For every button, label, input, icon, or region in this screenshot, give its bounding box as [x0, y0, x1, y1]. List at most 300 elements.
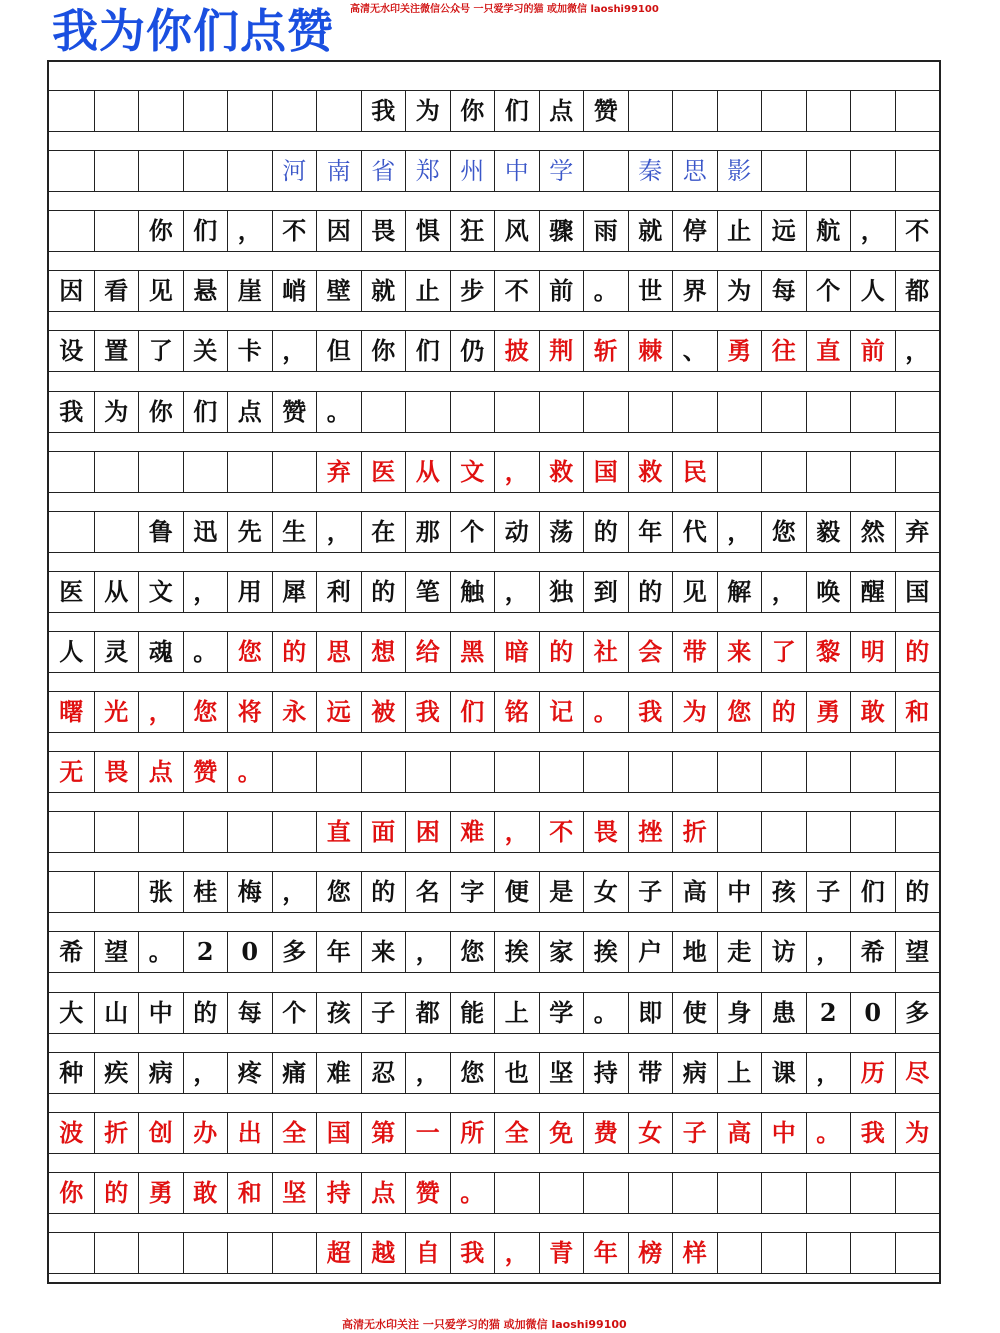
grid-cell: 女 [628, 1113, 673, 1153]
grid-cell [895, 452, 940, 492]
grid-cell: 赞 [272, 392, 317, 432]
grid-cell [450, 392, 495, 432]
grid-cell: ， [405, 932, 450, 972]
grid-cell: 唤 [806, 572, 851, 612]
grid-cell: 带 [672, 632, 717, 672]
grid-cell: 医 [59, 576, 84, 606]
grid-cell [717, 452, 762, 492]
grid-cell: 我 [59, 396, 84, 426]
grid-cell [895, 1173, 940, 1213]
grid-cell: 孩 [761, 872, 806, 912]
grid-cell [494, 752, 539, 792]
grid-cell: 患 [761, 993, 806, 1033]
grid-cell [761, 1233, 806, 1273]
grid-row [49, 270, 939, 312]
grid-cell: 能 [450, 993, 495, 1033]
grid-cell: 每 [227, 993, 272, 1033]
grid-cell: 中 [138, 993, 183, 1033]
grid-cell: ， [494, 812, 539, 852]
grid-cell [806, 91, 851, 131]
grid-cell: 学 [539, 151, 584, 191]
grid-cell: 孩 [316, 993, 361, 1033]
grid-cell: ， [183, 1053, 228, 1093]
grid-cell: 为 [717, 271, 762, 311]
grid-cell [717, 91, 762, 131]
grid-cell: 是 [539, 872, 584, 912]
grid-cell [405, 392, 450, 432]
grid-cell: 弃 [895, 512, 940, 552]
grid-cell [895, 812, 940, 852]
grid-cell: 挫 [628, 812, 673, 852]
grid-cell: ， [272, 331, 317, 371]
grid-cell: 您 [717, 692, 762, 732]
grid-cell: 们 [405, 331, 450, 371]
grid-cell [761, 91, 806, 131]
grid-cell: 思 [316, 632, 361, 672]
grid-cell: 年 [628, 512, 673, 552]
grid-cell: ， [717, 512, 762, 552]
grid-cell: 费 [583, 1113, 628, 1153]
grid-cell: 。 [183, 632, 228, 672]
grid-cell: 的 [361, 872, 406, 912]
grid-cell: 从 [405, 452, 450, 492]
grid-row [49, 691, 939, 733]
grid-cell: 斩 [583, 331, 628, 371]
grid-cell: 带 [628, 1053, 673, 1093]
grid-cell [583, 151, 628, 191]
grid-cell: 0 [850, 993, 895, 1033]
grid-cell: 人 [850, 271, 895, 311]
grid-cell: 的 [895, 632, 940, 672]
grid-cell: 见 [138, 271, 183, 311]
grid-cell [806, 151, 851, 191]
grid-cell [628, 1173, 673, 1213]
grid-cell [895, 151, 940, 191]
grid-cell: 的 [539, 632, 584, 672]
grid-cell: 因 [316, 211, 361, 251]
grid-cell: 的 [628, 572, 673, 612]
grid-cell: 个 [450, 512, 495, 552]
grid-row [49, 330, 939, 372]
grid-cell: 了 [138, 331, 183, 371]
grid-cell: 青 [539, 1233, 584, 1273]
grid-cell: 。 [806, 1113, 851, 1153]
grid-cell: ， [405, 1053, 450, 1093]
grid-row [49, 751, 939, 793]
grid-cell: 望 [94, 932, 139, 972]
grid-cell [94, 452, 139, 492]
grid-cell [49, 1233, 94, 1273]
grid-cell: 我 [450, 1233, 495, 1273]
grid-cell: 犀 [272, 572, 317, 612]
grid-cell: 种 [59, 1057, 84, 1087]
grid-cell [183, 151, 228, 191]
grid-cell: 波 [59, 1117, 84, 1147]
grid-cell: 远 [316, 692, 361, 732]
grid-cell: 自 [405, 1233, 450, 1273]
grid-cell: 户 [628, 932, 673, 972]
grid-cell [672, 392, 717, 432]
grid-cell: 不 [539, 812, 584, 852]
grid-cell [227, 91, 272, 131]
grid-cell: 直 [316, 812, 361, 852]
grid-cell: 中 [761, 1113, 806, 1153]
grid-cell: 崖 [227, 271, 272, 311]
grid-cell [183, 1233, 228, 1273]
grid-cell: 上 [494, 993, 539, 1033]
grid-cell: 悬 [183, 271, 228, 311]
grid-cell: 持 [316, 1173, 361, 1213]
grid-cell: 痛 [272, 1053, 317, 1093]
grid-cell: 勇 [138, 1173, 183, 1213]
grid-cell: 中 [717, 872, 762, 912]
grid-cell: 社 [583, 632, 628, 672]
grid-cell: 、 [672, 331, 717, 371]
grid-cell [94, 151, 139, 191]
grid-cell: 子 [361, 993, 406, 1033]
grid-cell: 畏 [94, 752, 139, 792]
grid-cell: 子 [628, 872, 673, 912]
grid-cell: 止 [717, 211, 762, 251]
grid-cell [806, 1233, 851, 1273]
grid-cell: 你 [361, 331, 406, 371]
grid-cell [138, 1233, 183, 1273]
grid-cell: 张 [138, 872, 183, 912]
grid-cell [850, 1173, 895, 1213]
grid-cell: 一 [405, 1113, 450, 1153]
grid-cell: 面 [361, 812, 406, 852]
grid-cell: 来 [361, 932, 406, 972]
grid-cell: 身 [717, 993, 762, 1033]
grid-cell: 到 [583, 572, 628, 612]
grid-cell: ， [850, 211, 895, 251]
grid-cell: 来 [717, 632, 762, 672]
grid-cell: 你 [138, 392, 183, 432]
grid-cell: 见 [672, 572, 717, 612]
grid-cell: 思 [672, 151, 717, 191]
grid-cell: 为 [94, 392, 139, 432]
grid-cell: 前 [850, 331, 895, 371]
grid-cell: 用 [227, 572, 272, 612]
grid-cell: 中 [494, 151, 539, 191]
grid-cell: 前 [539, 271, 584, 311]
grid-cell: ， [183, 572, 228, 612]
grid-cell: 曙 [59, 697, 84, 726]
grid-cell: 高 [672, 872, 717, 912]
grid-cell: 便 [494, 872, 539, 912]
grid-cell [628, 91, 673, 131]
grid-cell [717, 752, 762, 792]
grid-cell: 地 [672, 932, 717, 972]
grid-cell: 远 [761, 211, 806, 251]
grid-cell: 字 [450, 872, 495, 912]
grid-cell: 荆 [539, 331, 584, 371]
grid-cell [806, 812, 851, 852]
grid-cell: 出 [227, 1113, 272, 1153]
grid-cell: 所 [450, 1113, 495, 1153]
grid-cell: 想 [361, 632, 406, 672]
grid-row [49, 1172, 939, 1214]
grid-cell [850, 151, 895, 191]
grid-cell: 。 [583, 692, 628, 732]
grid-cell: 希 [59, 937, 84, 967]
grid-cell [183, 812, 228, 852]
grid-cell: ， [895, 331, 940, 371]
grid-cell [806, 452, 851, 492]
grid-cell: 。 [450, 1173, 495, 1213]
grid-cell: 影 [717, 151, 762, 191]
grid-cell: 弃 [316, 452, 361, 492]
grid-cell: 棘 [628, 331, 673, 371]
grid-cell: 文 [138, 572, 183, 612]
grid-cell: ， [494, 572, 539, 612]
grid-cell [895, 91, 940, 131]
grid-cell: 黎 [806, 632, 851, 672]
grid-cell: 高 [717, 1113, 762, 1153]
grid-cell: 然 [850, 512, 895, 552]
grid-cell [49, 91, 94, 131]
grid-cell: 从 [94, 572, 139, 612]
grid-cell: 创 [138, 1113, 183, 1153]
grid-cell: 女 [583, 872, 628, 912]
grid-row [49, 511, 939, 553]
grid-cell [494, 392, 539, 432]
grid-cell [761, 452, 806, 492]
grid-cell: 了 [761, 632, 806, 672]
grid-cell [316, 91, 361, 131]
grid-cell: 个 [806, 271, 851, 311]
grid-cell: 多 [895, 993, 940, 1033]
grid-cell [183, 91, 228, 131]
grid-cell: 解 [717, 572, 762, 612]
grid-cell: 访 [761, 932, 806, 972]
grid-cell: 希 [850, 932, 895, 972]
grid-cell: 的 [583, 512, 628, 552]
grid-cell: 壁 [316, 271, 361, 311]
grid-cell: 您 [316, 872, 361, 912]
grid-cell [49, 812, 94, 852]
grid-cell [761, 752, 806, 792]
grid-cell: 我 [361, 91, 406, 131]
grid-cell [227, 812, 272, 852]
grid-cell [761, 1173, 806, 1213]
grid-cell: 独 [539, 572, 584, 612]
grid-cell: 课 [761, 1053, 806, 1093]
grid-cell: 河 [272, 151, 317, 191]
grid-cell: 挨 [494, 932, 539, 972]
grid-cell [628, 752, 673, 792]
grid-cell [717, 1173, 762, 1213]
grid-cell [895, 752, 940, 792]
grid-cell: 直 [806, 331, 851, 371]
grid-cell: 为 [672, 692, 717, 732]
grid-cell: 无 [59, 757, 84, 787]
grid-cell [672, 91, 717, 131]
grid-cell: 醒 [850, 572, 895, 612]
grid-cell [272, 452, 317, 492]
grid-cell: 你 [59, 1177, 84, 1207]
grid-cell: 上 [717, 1053, 762, 1093]
grid-cell: 省 [361, 151, 406, 191]
grid-cell: 暗 [494, 632, 539, 672]
grid-cell: 毅 [806, 512, 851, 552]
grid-cell: 人 [59, 636, 84, 666]
grid-cell: ， [316, 512, 361, 552]
grid-cell: 就 [361, 271, 406, 311]
grid-cell [583, 752, 628, 792]
grid-cell [850, 1233, 895, 1273]
grid-cell: 。 [138, 932, 183, 972]
grid-cell: 的 [272, 632, 317, 672]
grid-cell: 免 [539, 1113, 584, 1153]
grid-cell: 2 [806, 993, 851, 1033]
grid-cell: 记 [539, 692, 584, 732]
grid-cell [628, 392, 673, 432]
grid-cell: 第 [361, 1113, 406, 1153]
grid-cell [49, 872, 94, 912]
grid-cell: 们 [450, 692, 495, 732]
grid-cell: 国 [583, 452, 628, 492]
grid-cell: 们 [183, 392, 228, 432]
grid-cell: 您 [761, 512, 806, 552]
grid-cell: 大 [59, 997, 84, 1027]
grid-cell: 救 [628, 452, 673, 492]
grid-cell: 国 [895, 572, 940, 612]
grid-cell [361, 752, 406, 792]
grid-cell: 那 [405, 512, 450, 552]
grid-cell: 给 [405, 632, 450, 672]
grid-cell: 个 [272, 993, 317, 1033]
grid-cell [138, 452, 183, 492]
grid-row [49, 1052, 939, 1094]
grid-cell: 点 [138, 752, 183, 792]
grid-cell [94, 512, 139, 552]
grid-cell [761, 812, 806, 852]
grid-cell: 利 [316, 572, 361, 612]
grid-cell: 疼 [227, 1053, 272, 1093]
grid-cell: 您 [183, 692, 228, 732]
grid-cell: 名 [405, 872, 450, 912]
grid-cell: 笔 [405, 572, 450, 612]
grid-cell [850, 752, 895, 792]
grid-cell: 仍 [450, 331, 495, 371]
grid-cell: 年 [316, 932, 361, 972]
grid-cell: 世 [628, 271, 673, 311]
grid-cell: 看 [94, 271, 139, 311]
grid-cell [672, 752, 717, 792]
grid-cell: 因 [59, 276, 84, 306]
grid-cell: 疾 [94, 1053, 139, 1093]
grid-cell: 样 [672, 1233, 717, 1273]
grid-cell: 们 [183, 211, 228, 251]
grid-cell [49, 211, 94, 251]
grid-cell: 点 [227, 392, 272, 432]
grid-cell: 不 [895, 211, 940, 251]
grid-cell [227, 452, 272, 492]
grid-cell: 为 [405, 91, 450, 131]
grid-cell: 触 [450, 572, 495, 612]
grid-cell: 2 [183, 932, 228, 972]
grid-cell: 和 [227, 1173, 272, 1213]
grid-cell: 挨 [583, 932, 628, 972]
grid-cell: 学 [539, 993, 584, 1033]
grid-cell: 每 [761, 271, 806, 311]
grid-cell: 赞 [405, 1173, 450, 1213]
grid-cell: 敢 [850, 692, 895, 732]
grid-cell [94, 1233, 139, 1273]
grid-cell: 走 [717, 932, 762, 972]
grid-cell: 您 [450, 1053, 495, 1093]
grid-cell: 雨 [583, 211, 628, 251]
grid-cell [405, 752, 450, 792]
grid-cell: 步 [450, 271, 495, 311]
grid-cell: 不 [272, 211, 317, 251]
grid-cell: 难 [316, 1053, 361, 1093]
grid-cell [717, 1233, 762, 1273]
grid-cell: 动 [494, 512, 539, 552]
grid-cell: 山 [94, 993, 139, 1033]
grid-cell [138, 812, 183, 852]
grid-cell: 明 [850, 632, 895, 672]
grid-cell: 的 [361, 572, 406, 612]
grid-cell: 为 [895, 1113, 940, 1153]
grid-cell: 关 [183, 331, 228, 371]
grid-cell: 坚 [539, 1053, 584, 1093]
grid-cell: 多 [272, 932, 317, 972]
grid-cell: 狂 [450, 211, 495, 251]
grid-row [49, 631, 939, 673]
grid-cell: ， [806, 932, 851, 972]
watermark-top: 高清无水印关注微信公众号 一只爱学习的猫 或加微信 laoshi99100 [350, 4, 659, 15]
grid-cell: 赞 [583, 91, 628, 131]
grid-cell: 和 [895, 692, 940, 732]
grid-cell: 你 [450, 91, 495, 131]
grid-cell: ， [761, 572, 806, 612]
watermark-bottom: 高清无水印关注 一只爱学习的猫 或加微信 laoshi99100 [342, 1318, 627, 1331]
grid-cell: 畏 [583, 812, 628, 852]
grid-cell: 卡 [227, 331, 272, 371]
grid-cell: 折 [672, 812, 717, 852]
grid-cell: 郑 [405, 151, 450, 191]
grid-cell: 点 [539, 91, 584, 131]
grid-row [49, 391, 939, 433]
grid-cell [539, 1173, 584, 1213]
grid-cell: 家 [539, 932, 584, 972]
grid-cell: 往 [761, 331, 806, 371]
grid-cell: ， [806, 1053, 851, 1093]
grid-cell [761, 392, 806, 432]
grid-row [49, 210, 939, 252]
grid-cell: 病 [672, 1053, 717, 1093]
grid-row [49, 992, 939, 1034]
grid-cell: 历 [850, 1053, 895, 1093]
grid-cell: 困 [405, 812, 450, 852]
grid-cell: 惧 [405, 211, 450, 251]
grid-cell: 。 [316, 392, 361, 432]
grid-cell: 折 [94, 1113, 139, 1153]
grid-cell [227, 151, 272, 191]
grid-row [49, 871, 939, 913]
grid-cell [583, 1173, 628, 1213]
grid-cell [94, 91, 139, 131]
grid-cell [583, 392, 628, 432]
page-banner-title: 我为你们点赞 [52, 4, 334, 58]
grid-cell: 但 [316, 331, 361, 371]
grid-cell: 桂 [183, 872, 228, 912]
grid-cell: 梅 [227, 872, 272, 912]
grid-cell: 的 [761, 692, 806, 732]
grid-cell: 的 [895, 872, 940, 912]
